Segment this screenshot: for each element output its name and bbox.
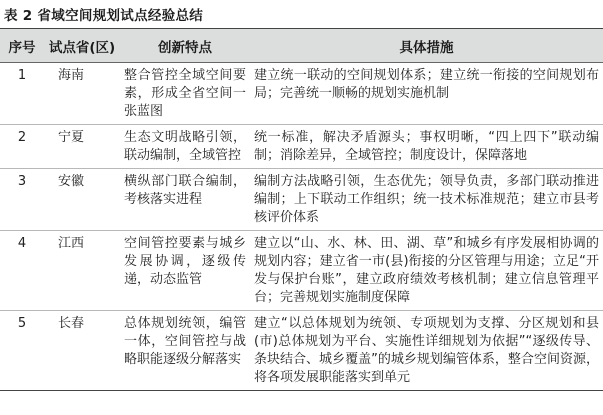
table-caption: 表 2 省域空间规划试点经验总结 [4,8,204,24]
row-province: 长春 [44,311,120,391]
header-measures: 具体措施 [250,29,603,63]
header-feature: 创新特点 [120,29,250,63]
table-row [0,231,603,311]
table-row [0,125,603,169]
row-number: 4 [0,231,44,311]
row-number: 3 [0,169,44,231]
row-measures: 建立“以总体规划为统领、专项规划为支撑、分区规划和县(市)总体规划为平台、实施性详细规划为依据”“逐级传导、条块结合、城乡覆盖”的城乡规划编管体系，整合空间资源，将各项发展职能落实到单元 [250,311,603,391]
row-feature: 空间管控要素与城乡发展协调，逐级传递，动态监管 [120,231,250,311]
table-row [0,311,603,391]
row-measures: 建立以“山、水、林、田、湖、草”和城乡有序发展相协调的规划内容；建立省一市(县)衔接的分区管理与用途；立足“开发与保护台账”，建立政府绩效考核机制；建立信息管理平台；完善规划实施制度保障 [250,231,603,311]
row-feature: 总体规划统领，编管一体，空间管控与战略职能逐级分解落实 [120,311,250,391]
table-header-row [0,29,603,63]
table-row [0,63,603,125]
row-feature: 生态文明战略引领，联动编制，全域管控 [120,125,250,169]
row-number: 1 [0,63,44,125]
row-measures: 建立统一联动的空间规划体系；建立统一衔接的空间规划布局；完善统一顺畅的规划实施机制 [250,63,603,125]
header-num: 序号 [0,29,44,63]
table-row [0,169,603,231]
row-feature: 横纵部门联合编制，考核落实进程 [120,169,250,231]
row-province: 海南 [44,63,120,125]
row-feature: 整合管控全域空间要素，形成全省空间一张蓝图 [120,63,250,125]
row-province: 江西 [44,231,120,311]
pilot-experience-table [0,28,603,391]
row-number: 2 [0,125,44,169]
row-measures: 编制方法战略引领，生态优先；领导负责，多部门联动推进编制；上下联动工作组织；统一技术标准规范；建立市县考核评价体系 [250,169,603,231]
row-province: 安徽 [44,169,120,231]
row-measures: 统一标准，解决矛盾源头；事权明晰，“四上四下”联动编制；消除差异，全域管控；制度设计，保障落地 [250,125,603,169]
header-province: 试点省(区) [44,29,120,63]
row-province: 宁夏 [44,125,120,169]
row-number: 5 [0,311,44,391]
